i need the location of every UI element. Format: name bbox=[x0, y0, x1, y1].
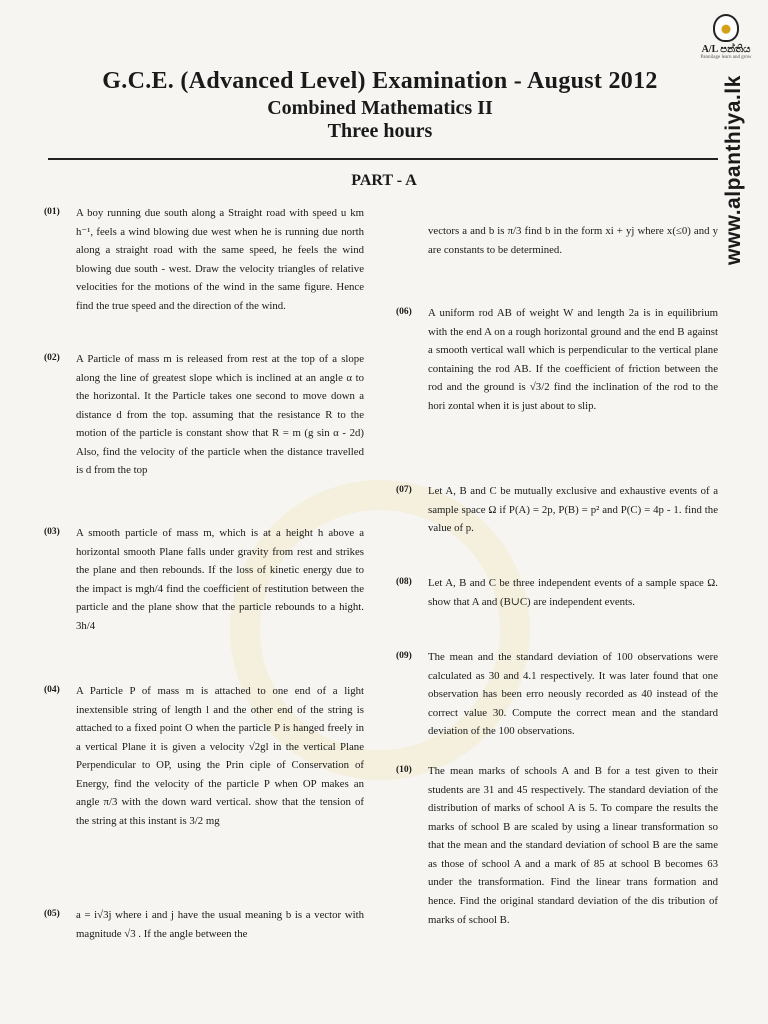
question-01 bbox=[44, 204, 364, 315]
question-number: (08) bbox=[396, 577, 412, 587]
question-07 bbox=[396, 482, 718, 538]
question-number: (07) bbox=[396, 485, 412, 495]
question-number: (10) bbox=[396, 765, 412, 775]
shield-icon bbox=[713, 14, 739, 42]
question-02 bbox=[44, 350, 364, 480]
exam-header bbox=[40, 68, 720, 143]
exam-subject: Combined Mathematics II bbox=[267, 97, 493, 119]
publisher-logo bbox=[700, 14, 752, 60]
question-text: The mean marks of schools A and B for a test given to their students are 31 and 45 respectively. The standard deviation of the distribution of marks of school A is 5. To compare the results the marks of school B are scaled by using a linear transformation so that the mean and the standard deviation of school B are the same as those of school A and a mark of 85 at school B becomes 63 under the transformation. Find the linear trans formation and hence. Find the original standard deviation of the dis tribution of marks of school B. bbox=[428, 765, 718, 926]
question-number: (06) bbox=[396, 307, 412, 317]
question-09 bbox=[396, 648, 718, 741]
question-text: A Particle P of mass m is attached to one end of a light inextensible string of length l and the other end of the string is attached to a fixed point O when the particle P is hanged freely in a vertical Plane it is given a velocity √2gl in the vertical Plane Perpendicular to OP, using the Prin ciple of Conservation of Energy, find the velocity of the particle P when OP makes an angle π/3 with the down ward vertical. show that the tension of the string at this instant is 3/2 mg bbox=[76, 685, 364, 827]
question-number: (05) bbox=[44, 909, 60, 919]
question-number: (09) bbox=[396, 651, 412, 661]
website-url: www.alpanthiya.lk bbox=[722, 75, 745, 265]
question-03 bbox=[44, 524, 364, 635]
question-text: A Particle of mass m is released from rest at the top of a slope along the line of greatest slope which is inclined at an angle α to the horizontal. It the Particle takes one second to move down a distance d from the top. assuming that the resistance R to the motion of the particle is constant show that R = m (g sin α - 2d) Also, find the velocity of the particle when the distance travelled is d from the top bbox=[76, 353, 364, 477]
question-05 bbox=[44, 906, 364, 943]
logo-tagline: Pannilage learn and grow bbox=[700, 55, 752, 60]
question-text: Let A, B and C be three independent events of a sample space Ω. show that A and (B∪C) are independent events. bbox=[428, 577, 718, 608]
question-number: (04) bbox=[44, 685, 60, 695]
question-number: (02) bbox=[44, 353, 60, 363]
question-04 bbox=[44, 682, 364, 831]
part-heading: PART - A bbox=[351, 172, 417, 189]
question-text: A uniform rod AB of weight W and length 2a is in equilibrium with the end A on a rough horizontal ground and the end B against a smooth vertical wall which is perpendicular to the vertical plane containing the rod AB. If the coefficient of friction between the rod and the ground is √3/2 find the inclination of the rod to the hori zontal when it is just about to slip. bbox=[428, 307, 718, 412]
exam-title: G.C.E. (Advanced Level) Examination - August 2012 bbox=[102, 68, 658, 94]
question-text: A boy running due south along a Straight road with speed u km h⁻¹, feels a wind blowing due west when he is running due north along a straight road with the same speed, he feels the wind blowing due south - west. Draw the velocity triangles of relative velocities for the motions of the wind in the same figure. Hence find the true speed and the direction of the wind. bbox=[76, 207, 364, 312]
exam-duration: Three hours bbox=[327, 120, 433, 142]
question-05-continued bbox=[396, 222, 718, 259]
question-text: vectors a and b is π/3 find b in the form xi + yj where x(≤0) and y are constants to be determined. bbox=[428, 225, 718, 256]
header-divider bbox=[48, 158, 718, 160]
question-number: (03) bbox=[44, 527, 60, 537]
question-text: The mean and the standard deviation of 100 observations were calculated as 30 and 4.1 respectively. It was later found that one observation has been erro neously recorded as 40 instead of the correct value 30. Compute the correct mean and the standard deviation of the 100 observations. bbox=[428, 651, 718, 738]
question-08 bbox=[396, 574, 718, 611]
question-text: A smooth particle of mass m, which is at a height h above a horizontal smooth Plane falls under gravity from rest and strikes the plane and then rebounds. If the loss of kinetic energy due to the impact is mgh/4 find the coefficient of restitution between the particle and the plane show that the particle rebounds to a hight. 3h/4 bbox=[76, 527, 364, 632]
question-text: Let A, B and C be mutually exclusive and exhaustive events of a sample space Ω if P(A) = 2p, P(B) = p² and P(C) = 4p - 1. find the value of p. bbox=[428, 485, 718, 535]
question-number: (01) bbox=[44, 207, 60, 217]
question-06 bbox=[396, 304, 718, 415]
question-10 bbox=[396, 762, 718, 929]
logo-brand: A/L පන්තිය bbox=[701, 44, 751, 55]
question-text: a = i√3j where i and j have the usual meaning b is a vector with magnitude √3 . If the angle between the bbox=[76, 909, 364, 940]
